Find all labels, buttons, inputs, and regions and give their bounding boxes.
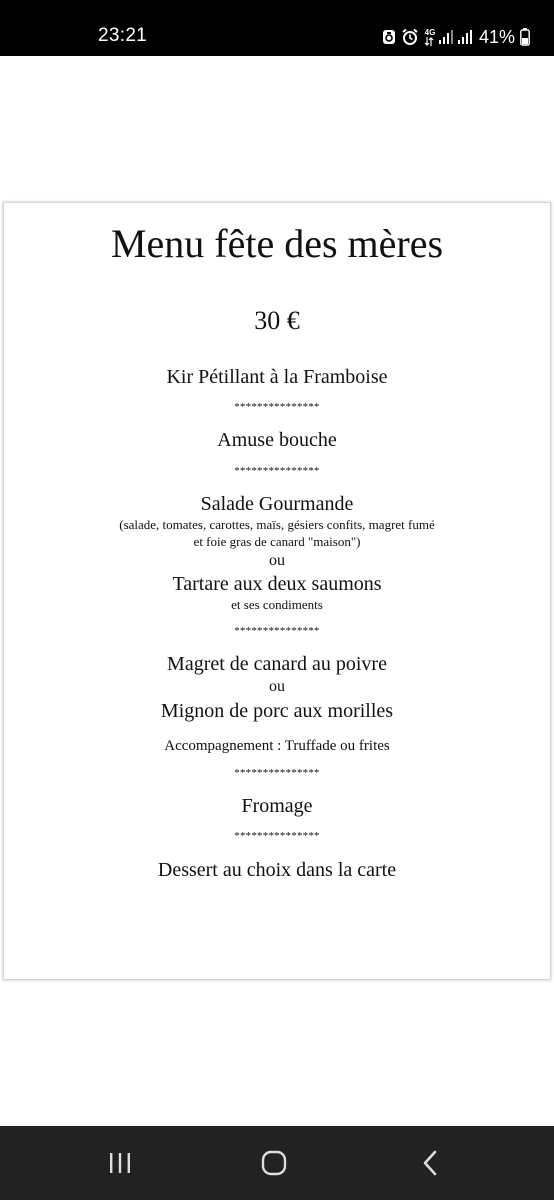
battery-percent: 41% bbox=[478, 26, 515, 47]
status-bar bbox=[0, 0, 554, 56]
starter-item: Tartare aux deux saumons bbox=[172, 573, 382, 595]
status-icons bbox=[382, 25, 530, 49]
home-button[interactable] bbox=[254, 1148, 294, 1178]
or-label: ou bbox=[269, 678, 285, 695]
separator: *************** bbox=[234, 401, 320, 413]
signal-icon bbox=[439, 29, 453, 45]
document-viewer[interactable] bbox=[0, 56, 554, 1126]
main-course-item: Mignon de porc aux morilles bbox=[160, 700, 394, 722]
menu-page bbox=[3, 202, 551, 980]
recent-apps-button[interactable] bbox=[100, 1148, 140, 1178]
status-time: 23:21 bbox=[98, 25, 148, 46]
menu-price: 30 € bbox=[254, 306, 300, 335]
back-icon bbox=[420, 1150, 440, 1176]
starter-description: et ses condiments bbox=[231, 597, 323, 612]
starter-item: Salade Gourmande bbox=[200, 493, 354, 515]
back-button[interactable] bbox=[410, 1148, 450, 1178]
cheese-item: Fromage bbox=[241, 795, 313, 817]
alarm-icon bbox=[401, 28, 419, 46]
separator: *************** bbox=[234, 767, 320, 779]
separator: *************** bbox=[234, 830, 320, 842]
page-title: Menu fête des mères bbox=[110, 221, 444, 266]
aperitif-item: Kir Pétillant à la Framboise bbox=[166, 366, 388, 388]
recycle-icon bbox=[382, 29, 396, 45]
side-dish-note: Accompagnement : Truffade ou frites bbox=[164, 738, 390, 754]
battery-icon bbox=[520, 28, 530, 46]
home-icon bbox=[261, 1150, 287, 1176]
amuse-bouche-item: Amuse bouche bbox=[217, 429, 337, 451]
starter-description: (salade, tomates, carottes, maïs, gésiers confits, magret fumé bbox=[119, 517, 435, 532]
or-label: ou bbox=[269, 552, 285, 569]
data-arrows-icon bbox=[424, 37, 434, 46]
starter-description: et foie gras de canard "maison") bbox=[193, 534, 361, 549]
recent-apps-icon bbox=[107, 1151, 133, 1175]
dessert-item: Dessert au choix dans la carte bbox=[157, 859, 397, 881]
network-type-label: 4G bbox=[424, 27, 436, 37]
separator: *************** bbox=[234, 625, 320, 637]
separator: *************** bbox=[234, 465, 320, 477]
navigation-bar bbox=[0, 1126, 554, 1200]
signal-icon bbox=[458, 29, 472, 45]
main-course-item: Magret de canard au poivre bbox=[167, 653, 387, 675]
network-indicator bbox=[424, 29, 434, 46]
